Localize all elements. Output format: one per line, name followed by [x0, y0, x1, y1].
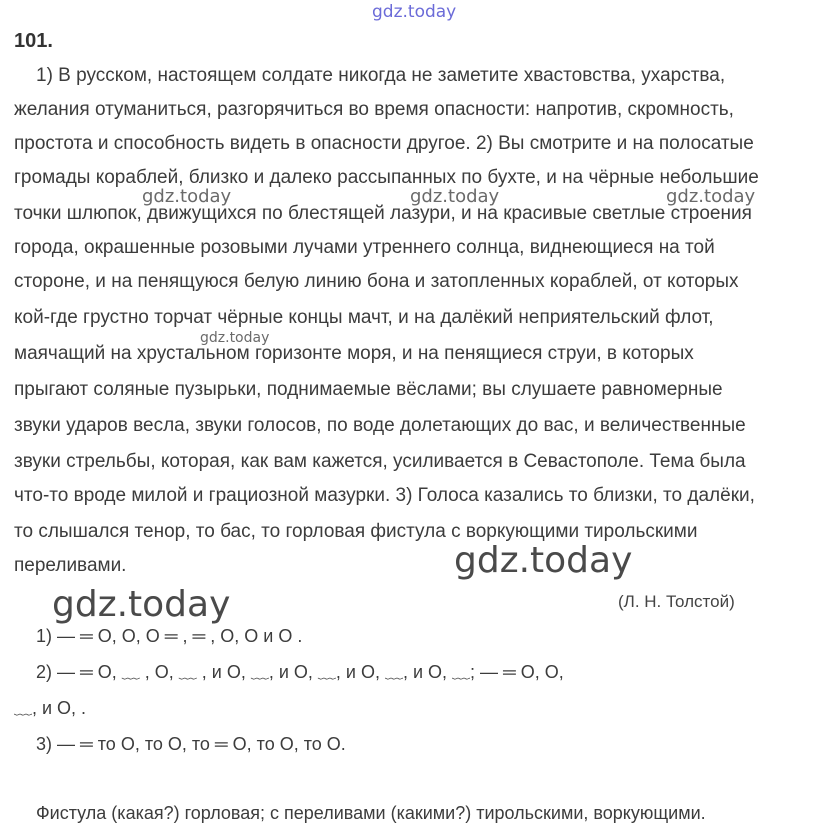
text-line: прыгают соляные пузырьки, поднимаемые вёслами; вы слушаете равномерные [14, 379, 723, 400]
watermark: gdz.today [372, 2, 457, 22]
sentence-scheme: 1) — ═ О, О, О ═ , ═ , О, О и О . [36, 626, 303, 646]
text-line: то слышался тенор, то бас, то горловая фистула с воркующими тирольскими [14, 521, 698, 542]
text-line: переливами. [14, 555, 127, 576]
text-line: желания отуманиться, разгорячиться во время опасности: напротив, скромность, [14, 99, 734, 120]
text-line: кой-где грустно торчат чёрные концы мачт, и на далёкий неприятельский флот, [14, 307, 714, 328]
watermark: gdz.today [410, 186, 500, 207]
watermark: gdz.today [142, 186, 232, 207]
watermark: gdz.today [200, 330, 270, 346]
text-line: звуки ударов весла, звуки голосов, по воде долетающих до вас, и величественные [14, 415, 746, 436]
footnote-analysis: Фистула (какая?) горловая; с переливами (какими?) тирольскими, воркующими. [36, 803, 706, 823]
text-line: 1) В русском, настоящем солдате никогда не заметите хвастовства, ухарства, [36, 65, 726, 86]
text-line: маячащий на хрустальном горизонте моря, и на пенящиеся струи, в которых [14, 343, 694, 364]
text-line: громады кораблей, близко и далеко рассыпанных по бухте, и на чёрные небольшие [14, 167, 759, 188]
sentence-scheme: 3) — ═ то О, то О, то ═ О, то О, то О. [36, 734, 346, 754]
sentence-scheme: 2) — ═ О, ﹏ , О, ﹏ , и О, ﹏, и О, ﹏, и О, ﹏, и О, ﹏; — ═ О, О, [36, 662, 564, 682]
text-line: города, окрашенные розовыми лучами утреннего солнца, виднеющиеся на той [14, 237, 715, 258]
text-line: стороне, и на пенящуюся белую линию бона и затопленных кораблей, от которых [14, 271, 739, 292]
sentence-scheme: ﹏, и О, . [14, 698, 87, 718]
exercise-number: 101. [14, 30, 53, 52]
watermark: gdz.today [52, 584, 231, 625]
text-line: что-то вроде милой и грациозной мазурки. 3) Голоса казались то близки, то далёки, [14, 485, 755, 506]
watermark: gdz.today [454, 540, 633, 581]
text-line: простота и способность видеть в опасности другое. 2) Вы смотрите и на полосатые [14, 133, 754, 154]
author-attribution: (Л. Н. Толстой) [618, 592, 735, 611]
text-line: точки шлюпок, движущихся по блестящей лазури, и на красивые светлые строения [14, 203, 752, 224]
text-line: звуки стрельбы, которая, как вам кажется, усиливается в Севастополе. Тема была [14, 451, 746, 472]
watermark: gdz.today [666, 186, 756, 207]
